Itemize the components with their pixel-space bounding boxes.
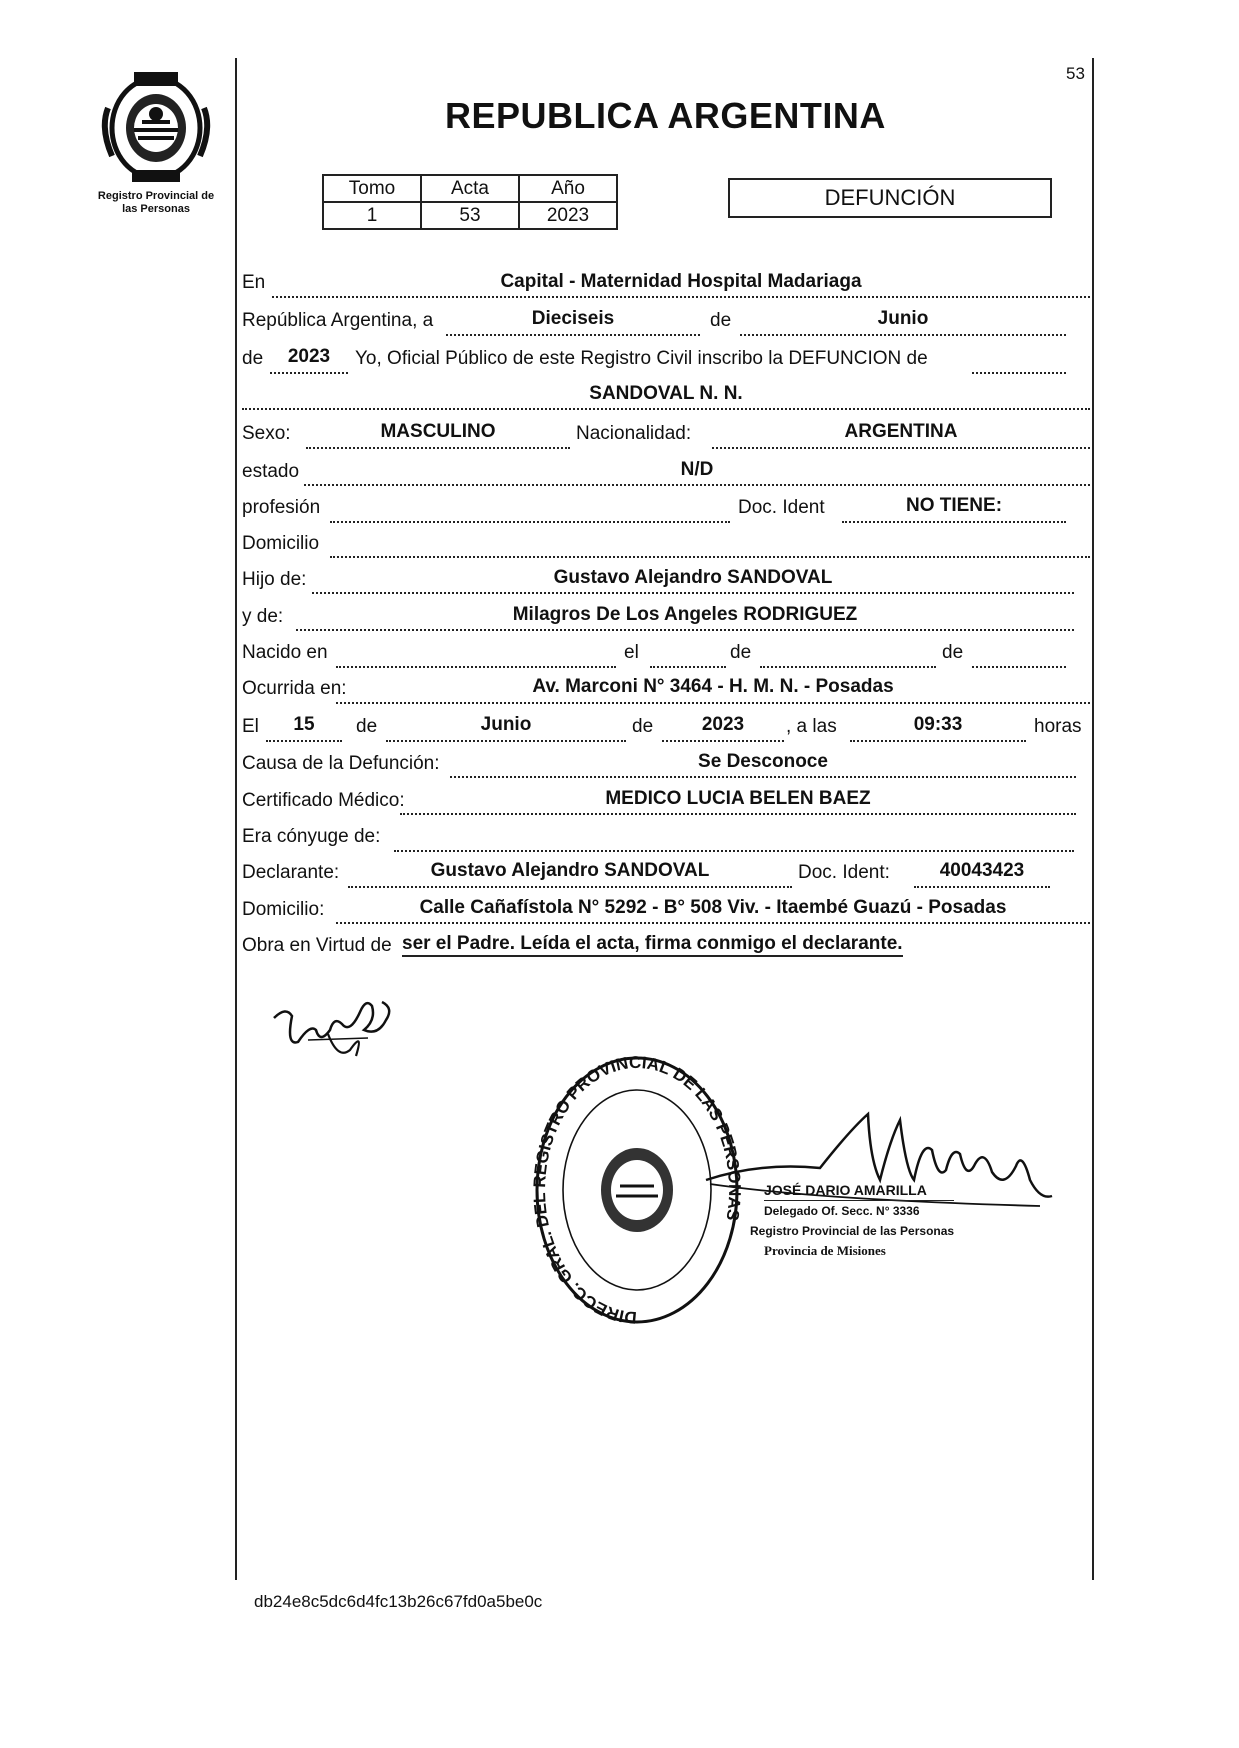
rule [306, 447, 570, 449]
label-en: En [242, 272, 266, 293]
rule [400, 813, 1076, 815]
value-mes-def: Junio [480, 714, 532, 735]
value-madre: Milagros De Los Angeles RODRIGUEZ [512, 604, 858, 625]
value-doc: NO TIENE: [905, 495, 1003, 516]
label-horas: horas [1034, 716, 1082, 737]
value-causa: Se Desconoce [698, 751, 828, 772]
rule [394, 850, 1074, 852]
table-header-anio: Año [519, 175, 617, 202]
page-title: REPUBLICA ARGENTINA [445, 95, 886, 136]
rule [386, 740, 626, 742]
label-de-d1: de [356, 716, 378, 737]
label-certificado: Certificado Médico: [242, 790, 405, 811]
label-nacido-en: Nacido en [242, 642, 328, 663]
value-ocurrida: Av. Marconi N° 3464 - H. M. N. - Posadas [532, 676, 894, 697]
register-table [322, 174, 618, 230]
label-doc-ident2: Doc. Ident: [798, 862, 890, 883]
rule [914, 886, 1050, 888]
value-dia-letras: Dieciseis [531, 308, 615, 329]
rule [336, 702, 1090, 704]
label-a-las: , a las [786, 716, 837, 737]
label-domicilio: Domicilio [242, 533, 320, 554]
table-value-anio: 2023 [519, 202, 617, 229]
rule [650, 666, 726, 668]
label-el: el [624, 642, 639, 663]
table-value-tomo: 1 [323, 202, 421, 229]
provincial-logo [98, 68, 214, 186]
value-nacionalidad: ARGENTINA [844, 421, 958, 442]
rule [312, 592, 1074, 594]
value-hora: 09:33 [913, 714, 963, 735]
label-el-d: El [242, 716, 259, 737]
rule [450, 776, 1076, 778]
rule [266, 740, 342, 742]
official-block [750, 1180, 955, 1261]
label-inscribo: Yo, Oficial Público de este Registro Civil inscribo la DEFUNCION de [355, 348, 928, 369]
value-declarante-doc: 40043423 [939, 860, 1025, 881]
stamp-ring-text: DIRECC. GRAL. DE EGISTRO PROVINCIAL DE LAS PERS S [532, 1052, 742, 1328]
rule [296, 629, 1074, 631]
label-nacionalidad: Nacionalidad: [576, 423, 692, 444]
logo-caption-line1: Registro Provincial de [97, 190, 215, 202]
label-republica: República Argentina, a [242, 310, 434, 331]
value-dia: 15 [293, 714, 315, 735]
official-office: Registro Provincial de las Personas [750, 1224, 955, 1238]
rule [348, 886, 792, 888]
label-de-d2: de [632, 716, 654, 737]
rule [740, 334, 1066, 336]
label-conyuge: Era cónyuge de: [242, 826, 381, 847]
act-type-box: DEFUNCIÓN [728, 178, 1052, 218]
label-de-n1: de [730, 642, 752, 663]
value-declarante: Gustavo Alejandro SANDOVAL [430, 860, 710, 881]
value-obra: ser el Padre. Leída el acta, firma conmigo el declarante. [402, 933, 903, 957]
official-province: Provincia de Misiones [764, 1243, 886, 1258]
rule [330, 556, 1090, 558]
rule [242, 408, 1090, 410]
signature-icon [268, 990, 408, 1070]
rule [330, 521, 730, 523]
official-name: JOSÉ DARIO AMARILLA [764, 1180, 954, 1201]
rule [850, 740, 1026, 742]
logo-caption [76, 190, 236, 216]
label-obra: Obra en Virtud de [242, 935, 392, 956]
label-estado: estado [242, 461, 300, 482]
rule [270, 372, 348, 374]
label-hijo-de: Hijo de: [242, 569, 307, 590]
official-role: Delegado Of. Secc. N° 3336 [764, 1204, 920, 1218]
value-anio-def: 2023 [701, 714, 745, 735]
label-y-de: y de: [242, 606, 284, 627]
rule [662, 740, 784, 742]
rule [760, 666, 936, 668]
value-certificado: MEDICO LUCIA BELEN BAEZ [605, 788, 871, 809]
label-de-n2: de [942, 642, 964, 663]
logo-caption-line2: las Personas [122, 203, 190, 215]
left-margin-line [235, 58, 237, 1580]
label-profesion: profesión [242, 497, 321, 518]
rule [446, 334, 700, 336]
page-number: 53 [1066, 64, 1085, 83]
right-margin-line [1092, 58, 1094, 1580]
value-declarante-domicilio: Calle Cañafístola N° 5292 - B° 508 Viv. - Itaembé Guazú - Posadas [419, 897, 1007, 918]
rule [972, 666, 1066, 668]
label-ocurrida-en: Ocurrida en: [242, 678, 347, 699]
value-sexo: MASCULINO [380, 421, 496, 442]
rule [336, 922, 1090, 924]
value-nombre: SANDOVAL N. N. [589, 383, 743, 404]
rule [304, 484, 1090, 486]
value-estado: N/D [680, 459, 714, 480]
rule [972, 372, 1066, 374]
table-header-tomo: Tomo [323, 175, 421, 202]
label-doc-ident: Doc. Ident [738, 497, 825, 518]
rule [842, 521, 1066, 523]
value-mes: Junio [877, 308, 929, 329]
rule [272, 296, 1090, 298]
label-de: de [710, 310, 732, 331]
label-sexo: Sexo: [242, 423, 291, 444]
label-declarante: Declarante: [242, 862, 340, 883]
label-de2: de [242, 348, 264, 369]
table-value-acta: 53 [421, 202, 519, 229]
coat-of-arms-icon [98, 68, 214, 186]
label-causa: Causa de la Defunción: [242, 753, 440, 774]
rule [336, 666, 616, 668]
table-header-acta: Acta [421, 175, 519, 202]
declarant-signature [268, 990, 408, 1075]
rule [712, 447, 1090, 449]
value-anio: 2023 [287, 346, 331, 367]
value-padre: Gustavo Alejandro SANDOVAL [553, 567, 833, 588]
document-hash: db24e8c5dc6d4fc13b26c67fd0a5be0c [254, 1592, 543, 1611]
label-domicilio2: Domicilio: [242, 899, 325, 920]
value-lugar: Capital - Maternidad Hospital Madariaga [500, 271, 862, 292]
